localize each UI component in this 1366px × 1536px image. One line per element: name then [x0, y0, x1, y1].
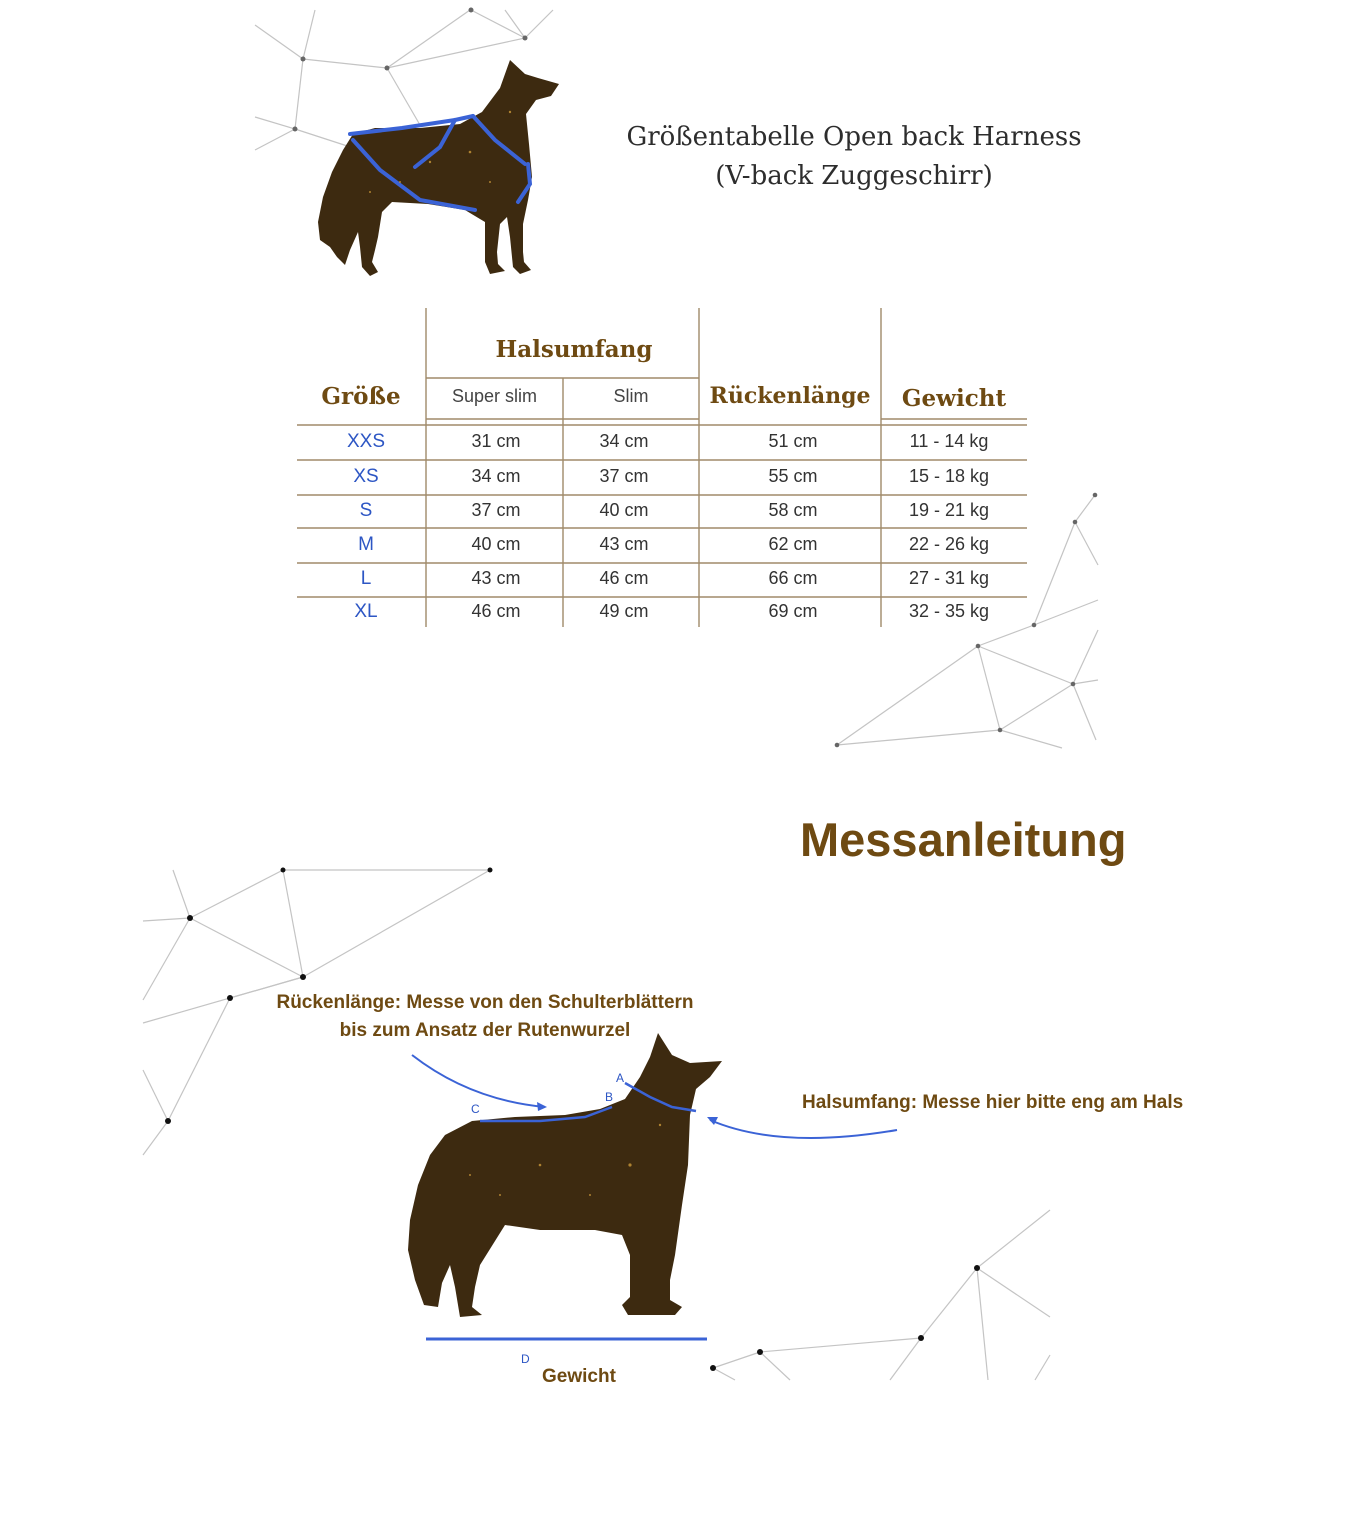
- cell-back: 58 cm: [768, 500, 818, 520]
- cell-slim: 46 cm: [599, 568, 649, 588]
- measure-title: Messanleitung: [800, 813, 1127, 866]
- weight-note: Gewicht: [542, 1366, 616, 1387]
- header-slim: Slim: [613, 386, 649, 406]
- header-back-length: Rückenlänge: [709, 383, 871, 409]
- marker-d: D: [521, 1352, 530, 1366]
- cell-weight: 27 - 31 kg: [908, 568, 990, 588]
- cell-back: 66 cm: [768, 568, 818, 588]
- cell-super-slim: 43 cm: [471, 568, 521, 588]
- page-title: [600, 118, 1108, 196]
- cell-back: 62 cm: [768, 534, 818, 554]
- cell-size: M: [358, 534, 374, 555]
- marker-b: B: [605, 1090, 614, 1104]
- cell-back: 69 cm: [768, 601, 818, 621]
- dog-measure-icon: [400, 1025, 920, 1355]
- cell-size: XL: [354, 601, 378, 622]
- title-line-1: Größentabelle Open back Harness: [626, 122, 1082, 152]
- cell-size: S: [359, 500, 373, 521]
- cell-slim: 43 cm: [599, 534, 649, 554]
- cell-weight: 11 - 14 kg: [909, 431, 989, 451]
- title-line-2: (V-back Zuggeschirr): [715, 161, 993, 191]
- neck-note: Halsumfang: Messe hier bitte eng am Hals: [802, 1092, 1184, 1113]
- cell-weight: 15 - 18 kg: [908, 466, 990, 486]
- cell-back: 55 cm: [768, 466, 818, 486]
- cell-weight: 22 - 26 kg: [908, 534, 990, 554]
- cell-size: XXS: [346, 431, 386, 452]
- cell-slim: 40 cm: [599, 500, 649, 520]
- cell-slim: 37 cm: [599, 466, 649, 486]
- cell-super-slim: 31 cm: [471, 431, 521, 451]
- back-length-note-line-2: bis zum Ansatz der Rutenwurzel: [339, 1020, 631, 1041]
- cell-back: 51 cm: [768, 431, 818, 451]
- cell-weight: 19 - 21 kg: [908, 500, 990, 520]
- header-super-slim: Super slim: [451, 386, 538, 406]
- cell-super-slim: 46 cm: [471, 601, 521, 621]
- header-neck: Halsumfang: [495, 336, 653, 363]
- cell-slim: 34 cm: [599, 431, 649, 451]
- back-length-note-line-1: Rückenlänge: Messe von den Schulterblättern: [276, 992, 694, 1013]
- cell-size: L: [360, 568, 372, 589]
- header-size: Größe: [321, 383, 401, 410]
- dog-harness-icon: [310, 52, 570, 282]
- cell-super-slim: 40 cm: [471, 534, 521, 554]
- cell-super-slim: 34 cm: [471, 466, 521, 486]
- cell-size: XS: [353, 466, 379, 487]
- header-weight: Gewicht: [901, 385, 1007, 412]
- marker-a: A: [616, 1071, 625, 1085]
- cell-weight: 32 - 35 kg: [908, 601, 990, 621]
- cell-super-slim: 37 cm: [471, 500, 521, 520]
- cell-slim: 49 cm: [599, 601, 649, 621]
- marker-c: C: [471, 1102, 480, 1116]
